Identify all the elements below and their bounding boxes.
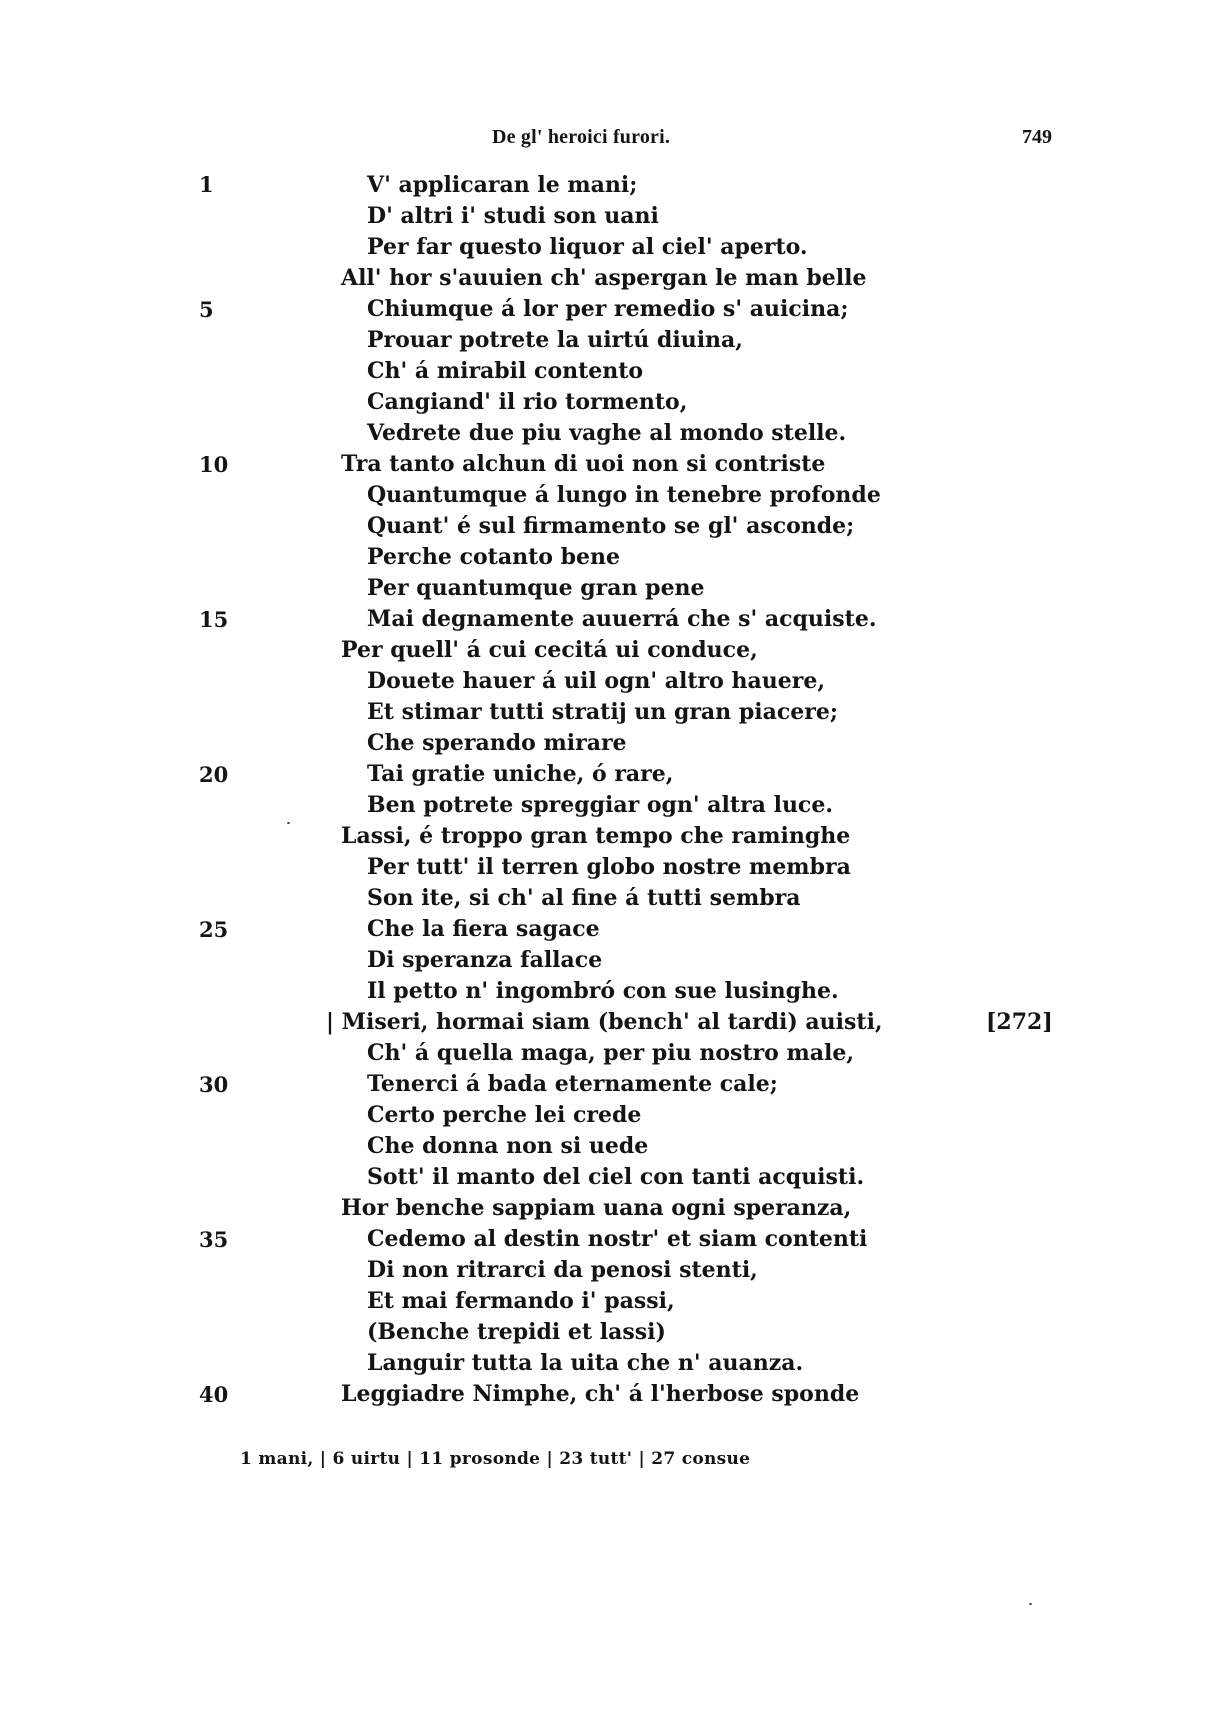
verse-line: Douete hauer á uil ogn' altro hauere, [367,668,825,694]
verse-line: Perche cotanto bene [367,544,620,570]
verse-line: Di speranza fallace [367,947,603,973]
verse-line: Quant' é sul firmamento se gl' asconde; [367,513,855,539]
verse-line: Per tutt' il terren globo nostre membra [367,854,851,880]
verse-line: Et stimar tutti stratij un gran piacere; [367,699,838,725]
verse-line: Di non ritrarci da penosi stenti, [367,1257,758,1283]
verse-line: Hor benche sappiam uana ogni speranza, [341,1195,852,1221]
verse-line: | Miseri, hormai siam (bench' al tardi) auisti, [326,1009,883,1035]
verse-line: Cangiand' il rio tormento, [367,389,688,415]
verse-line: Che la fiera sagace [367,916,600,942]
verse-line: Tai gratie uniche, ó rare, [367,761,674,787]
verse-line: Che sperando mirare [367,730,627,756]
verse-line: Per quantumque gran pene [367,575,705,601]
verse-line: Prouar potrete la uirtú diuina, [367,327,743,353]
verse-line: All' hor s'auuien ch' aspergan le man belle [341,265,867,291]
line-number-30: 30 [199,1072,229,1097]
line-number-5: 5 [199,297,214,322]
verse-line: Cedemo al destin nostr' et siam contenti [367,1226,868,1252]
verse-line: Sott' il manto del ciel con tanti acquisti. [367,1164,865,1190]
verse-line: Chiumque á lor per remedio s' auicina; [367,296,849,322]
verse-line: Ben potrete spreggiar ogn' altra luce. [367,792,833,818]
verse-line: Ch' á quella maga, per piu nostro male, [367,1040,855,1066]
verse-line: Leggiadre Nimphe, ch' á l'herbose sponde [341,1381,860,1407]
verse-line: Ch' á mirabil contento [367,358,644,384]
line-number-20: 20 [199,762,229,787]
verse-line: Vedrete due piu vaghe al mondo stelle. [367,420,847,446]
verse-line: Tra tanto alchun di uoi non si contriste [341,451,826,477]
line-number-40: 40 [199,1382,229,1407]
verse-line: (Benche trepidi et lassi) [367,1319,666,1345]
verse-line: Per quell' á cui cecitá ui conduce, [341,637,758,663]
verse-line: Certo perche lei crede [367,1102,642,1128]
line-number-1: 1 [199,172,214,197]
scan-speck [287,822,290,824]
page-number: 749 [1022,126,1052,148]
line-number-25: 25 [199,917,229,942]
verse-line: D' altri i' studi son uani [367,203,659,229]
verse-line: Tenerci á bada eternamente cale; [367,1071,778,1097]
critical-apparatus: 1 mani, | 6 uirtu | 11 prosonde | 23 tutt' | 27 consue [240,1449,751,1469]
verse-line: Il petto n' ingombró con sue lusinghe. [367,978,839,1004]
verse-line: Son ite, si ch' al fine á tutti sembra [367,885,801,911]
line-number-15: 15 [199,607,229,632]
verse-line: Quantumque á lungo in tenebre profonde [367,482,881,508]
verse-line: V' applicaran le mani; [367,172,638,198]
verse-line: Languir tutta la uita che n' auanza. [367,1350,804,1376]
line-number-10: 10 [199,452,229,477]
verse-line: Per far questo liquor al ciel' aperto. [367,234,808,260]
scan-speck [1029,1603,1032,1605]
verse-line: Che donna non si uede [367,1133,649,1159]
verse-line: Lassi, é troppo gran tempo che raminghe [341,823,851,849]
line-number-35: 35 [199,1227,229,1252]
verse-line: Et mai fermando i' passi, [367,1288,675,1314]
verse-line: Mai degnamente auuerrá che s' acquiste. [367,606,877,632]
running-title: De gl' heroici furori. [492,126,671,148]
original-page-marker: [272] [986,1009,1053,1035]
